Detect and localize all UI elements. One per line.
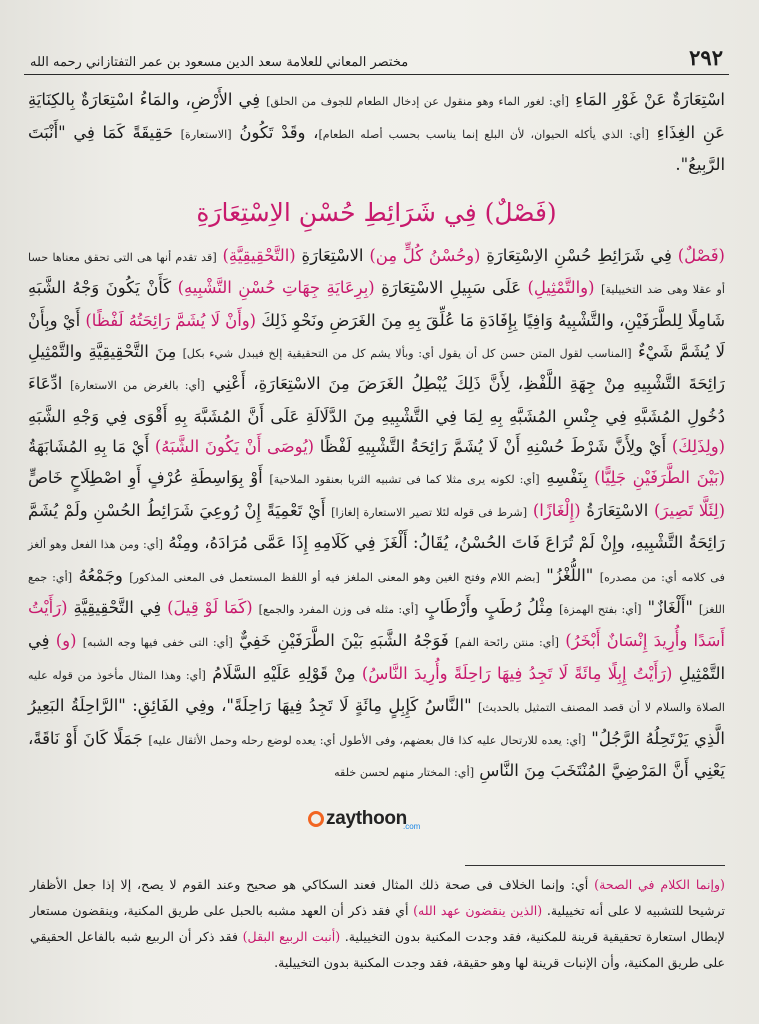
watermark-logo [308,806,458,832]
footnote-label: (وإنما الكلام في الصحة) [594,877,725,892]
text-segment: الاسْتِعَارَةِ [301,245,364,265]
footnote-label: (الذين ينقضون عهد الله) [413,903,543,918]
gloss-note: [المناسب لقول المتن حسن كل أن يقول أي: وبألا يشم كل من التحقيقية إلخ فيبدل شيء بكل] [182,346,632,360]
matn-segment: (وحُسْنُ كُلٍّ مِن) [369,245,481,265]
matn-segment: (بَيْنَ الطَّرَفَيْنِ جَلِيًّا) [594,467,725,487]
footnote-item [30,872,725,976]
gloss-note: [قد تقدم أنها هى التى تحقق معناها حسا أو عقلا وهى ضد التخييلية] [28,250,726,297]
footnote-text: فقد ذكر أن الربيع شبه بالفاعل الحقيقي على طريق المكنية، وأن الإنبات قرينة لها وهو حقيقة، فقد وجدت المكنية بدون التخييلية. [30,929,725,970]
matn-segment: (إِلْغَازًا) [532,500,581,520]
text-segment: أَيْ تَعْمِيَةً إِنْ رُوعِيَ شَرَائِطُ الحُسْنِ ولَمْ يُشَمَّ رَائِحَةُ التَّشْبِيهِ، وإِنْ لَمْ تُرَاعَ فَاتَ الحُسْنُ، يُقَالُ: أَلْغَزَ فِي كَلَامِهِ إِذَا عَمَّى مُرَادَهُ، ومِنْهُ [28,500,725,553]
text-segment: أَوْ بِوَاسِطَةِ عُرْفٍ أَوِ اصْطِلَاحٍ خَاصٍّ [28,467,263,487]
paragraph-intro [28,85,725,181]
matn-segment: (و) [55,630,77,650]
gloss-note: [شرط فى قوله لئلا تصير الاستعارة إلغازا] [331,505,528,519]
gloss-note: [أي: جمع اللغز] [28,570,725,617]
text-segment: وجَمْعُهُ [78,565,123,585]
text-segment: ادِّعَاءَ دُخُولِ المُشَبَّهِ فِي جِنْسِ المُشَبَّهِ بِهِ لِمَا فِي التَّشْبِيهِ مِنَ الدَّلَالَةِ عَلَى أَنَّ المُشَبَّهَ بِهِ أَقْوَى فِي وَجْهِ الشَّبَهِ [28,374,725,426]
matn-segment: (لِئَلَّا تَصِيرَ) [654,500,725,520]
text-segment: "أَلْغَازٌ" [647,598,693,618]
gloss-note: [أي: مثله فى وزن المفرد والجمع] [258,603,419,617]
text-segment: فِي شَرَائِطِ حُسْنِ الاِسْتِعَارَةِ [486,245,672,265]
gloss-note: [الاستعارة] [180,127,232,141]
text-segment: فِي التَّمْثِيلِ [28,630,726,683]
text-segment: الاسْتِعَارَةُ [586,500,649,520]
header-title: مختصر المعاني للعلامة سعد الدين مسعود بن عمر التفتازاني رحمه الله [30,55,409,70]
text-segment: فَوَجْهُ الشَّبَهِ بَيْنَ الطَّرَفَيْنِ خَفِيٌّ [239,630,449,650]
text-segment: حَقِيقَةً كَمَا فِي "أَنْبَتَ الرَّبِيعُ". [28,122,725,175]
text-segment: أَيْ ولِأَنَّ شَرْطَ حُسْنِهِ أَنْ لَا يُشَمَّ رَائِحَةُ التَّشْبِيهِ لَفْظًا [319,437,667,457]
text-segment: اسْتِعَارَةٌ عَنْ غَوْرِ المَاءِ [575,90,725,109]
matn-segment: (التَّحْقِيقِيَّةِ) [222,245,296,265]
text-segment: ، وقَدْ تَكُونُ [239,122,319,142]
zaythoon-logo-icon [308,811,324,827]
main-text [24,85,729,789]
page-number: ٢٩٢ [689,45,723,70]
matn-segment: (فَصْلٌ) [677,245,725,265]
paragraph-main [28,241,725,789]
text-segment: جَمَلًا كَانَ أَوْ نَاقَةً، يَعْنِي أَنَّ المَرْضِيَّ المُنْتَخَبَ مِنَ النَّاسِ [28,728,725,781]
running-head [24,34,729,75]
text-segment: كَأَنْ يَكُونَ وَجْهُ الشَّبَهِ شَامِلًا لِلطَّرَفَيْنِ، والتَّشْبِيهُ وَافِيًا بِإِفَادَةِ مَا عُلِّقَ بِهِ مِنَ الغَرَضِ ونَحْوِ ذَلِكَ [28,278,725,330]
text-segment: "النَّاسُ كَإِبِلٍ مِائَةٍ لَا تَجِدُ فِيهَا رَاحِلَةً"، وفِي الفَائِقِ: "الرَّاحِلَةُ البَعِيرُ الَّذِي يَرْتَحِلُهُ الرَّجُلُ" [28,696,725,748]
text-segment: أَيْ وبِأَنْ لَا يُشَمَّ شَيْءٌ [28,310,725,361]
text-segment: فِي التَّحْقِيقِيَّةِ [73,598,162,618]
text-segment: مِثْلُ رُطَبٍ وأَرْطَابٍ [424,598,554,618]
watermark-brand: zaythoon [326,808,407,829]
footnote-label: (أنبت الربيع البقل) [242,929,341,944]
matn-segment: (بِرِعَايَةِ جِهَاتِ حُسْنِ التَّشْبِيهِ) [177,278,375,298]
text-segment: أَيْ مَا بِهِ المُشَابَهَةُ [28,437,150,457]
watermark-domain: .com [403,822,421,831]
gloss-note: [أي: التى خفى فيها وجه الشبه] [82,635,233,649]
gloss-note: [أي: منتن رائحة الفم] [455,635,559,649]
text-segment: مِنْ قَوْلِهِ عَلَيْهِ السَّلَامُ [212,663,356,683]
gloss-note: [أي: بالغرض من الاستعارة] [70,379,205,393]
text-segment: عَلَى سَبِيلِ الاسْتِعَارَةِ [381,278,521,298]
gloss-note: [أي: لكونه يرى مثلا كما فى تشبيه الثريا بعنقود الملاحية] [269,472,540,486]
gloss-note: [أي: وهذا المثال مأخوذ من قوله عليه الصلاة والسلام لا أن قصد المصنف التمثيل بالحديث] [28,668,725,715]
gloss-note: [أي: بفتح الهمزة] [559,603,642,617]
gloss-note: [أي: لغور الماء وهو منقول عن إدخال الطعام للجوف من الحلق] [266,95,569,108]
text-segment: مِنَ التَّحْقِيقِيَّةِ والتَّمْثِيلِ رَائِحَةَ التَّشْبِيهِ مِنْ جِهَةِ اللَّفْظِ، لِأَنَّ ذَلِكَ يُبْطِلُ الغَرَضَ مِنَ الاسْتِعَارَةِ، أَعْنِي [28,341,725,394]
gloss-note: [أي: الذي يأكله الحيوان، لأن البلع إنما يناسب بحسب أصله الطعام] [318,127,650,141]
matn-segment: (ولِذَلِكَ) [671,437,726,457]
gloss-note: [أي: يعده للارتحال عليه كذا قال بعضهم، وفى الأطول أي: يعده لوضع رحله وحمل الأثقال عليه] [148,733,586,747]
text-segment: فِي الأَرْضِ، والمَاءُ اسْتِعَارَةٌ بِالكِنَايَةِ عَنِ الغِذَاءِ [28,90,725,142]
text-segment: "اللُّغْزُ" [546,565,594,585]
section-heading: (فَصْلٌ) فِي شَرَائِطِ حُسْنِ الاِسْتِعَارَةِ [196,197,557,227]
footnote-text: أي: وإنما الخلاف فى صحة ذلك المثال فعند السكاكي هو صحيح وعند القوم لا يصح، إلا إذا جعل الأظفار ترشيحا للتشبيه لا على أنه تخييلية. [30,877,725,918]
matn-segment: (رَأَيْتُ أَسَدًا وأُرِيدَ إِنْسَانٌ أَبْخَرُ) [28,598,725,650]
footnote-text: أي فقد ذكر أن العهد مشبه بالحبل على طريق المكنية، وينقضون مستعار لإبطال استعارة تحقيقية قرينة للمكنية، فقد وجدت المكنية بدون التخييلية. [30,903,725,944]
gloss-note: [بضم اللام وفتح الغين وهو المعنى الملغز فيه أو اللفظ المستعمل فى المعنى المذكور] [129,570,540,584]
matn-segment: (وأَنْ لَا يُشَمَّ رَائِحَتُهُ لَفْظًا) [85,310,257,330]
matn-segment: (رَأَيْتُ إِبِلًا مِائَةً لَا تَجِدُ فِيهَا رَاحِلَةً وأُرِيدَ النَّاسُ) [361,663,673,683]
footnotes [30,872,725,976]
matn-segment: (كَمَا لَوْ قِيلَ) [167,598,253,618]
text-segment: بِنَفْسِهِ [546,467,588,487]
gloss-note: [أي: المختار منهم لحسن خلقه [334,766,475,780]
footnote-divider [465,865,725,866]
matn-segment: (والتَّمْثِيلِ) [527,278,595,298]
gloss-note: [أي: ومن هذا الفعل وهو ألغز فى كلامه أي: من مصدره] [28,538,725,584]
matn-segment: (يُوصَى أَنْ يَكُونَ الشَّبَهُ) [154,437,315,457]
